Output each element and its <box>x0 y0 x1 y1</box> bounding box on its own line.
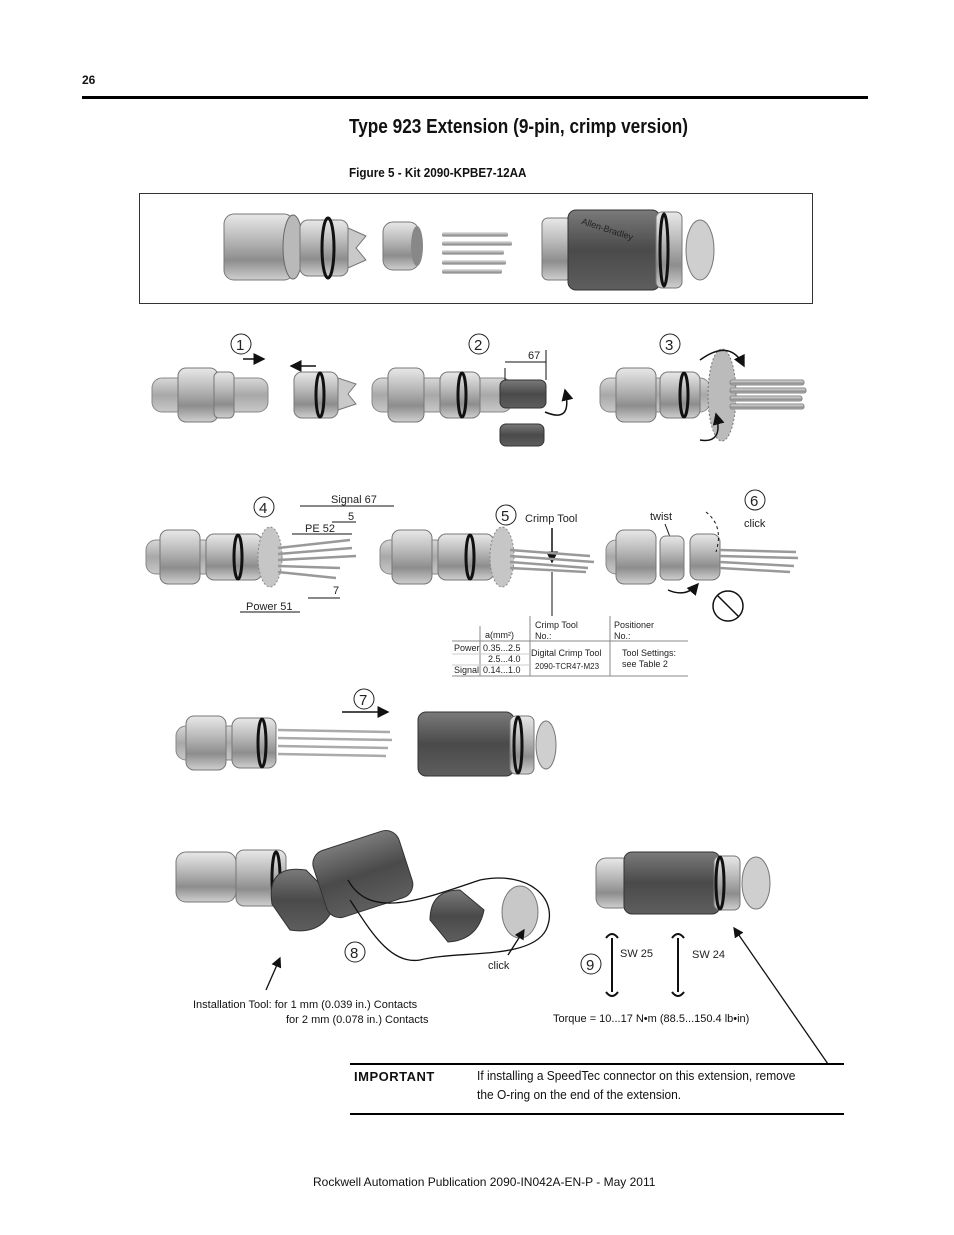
table-row-range: 0.14...1.0 <box>483 665 521 675</box>
wrench-sw24-icon <box>672 934 684 996</box>
crimp-tool-name: Digital Crimp Tool <box>531 648 602 658</box>
strip-length-label: 67 <box>528 350 541 362</box>
click-label-step6: click <box>744 518 766 530</box>
page-number: 26 <box>82 73 96 87</box>
step-8-number: 8 <box>350 945 359 962</box>
power-strip-label: 7 <box>333 585 340 597</box>
tool-settings-line2: see Table 2 <box>622 659 668 669</box>
step-3-number: 3 <box>665 337 674 354</box>
step-8 <box>176 827 549 990</box>
installation-tool-line1: Installation Tool: for 1 mm (0.039 in.) Contacts <box>193 999 418 1011</box>
wrench-sw24-label: SW 24 <box>692 949 726 961</box>
kit-brand-logo: Allen-Bradley <box>580 216 635 243</box>
twist-label: twist <box>650 511 672 523</box>
step-7-number: 7 <box>359 692 368 709</box>
kit-contacts <box>442 232 512 274</box>
step-3 <box>600 334 806 441</box>
table-header-positioner-no: No.: <box>614 631 631 641</box>
step-1-number: 1 <box>236 337 245 354</box>
page-title: Type 923 Extension (9-pin, crimp version) <box>349 116 689 138</box>
important-text: If installing a SpeedTec connector on this extension, remove the O-ring on the end of the extension. <box>477 1068 796 1102</box>
crimp-tool-number: 2090-TCR47-M23 <box>535 662 600 671</box>
installation-tool-note <box>193 998 428 1028</box>
signal-length-label: Signal 67 <box>331 494 377 506</box>
important-label: IMPORTANT <box>354 1069 435 1084</box>
table-row-range: 2.5...4.0 <box>488 654 521 664</box>
step-6-number: 6 <box>750 493 759 510</box>
step-4 <box>146 494 394 613</box>
wrench-sw25-icon <box>606 934 618 996</box>
installation-tool-line2: for 2 mm (0.078 in.) Contacts <box>286 1014 429 1026</box>
step-6 <box>606 490 798 621</box>
step-5 <box>380 505 594 616</box>
figure-caption: Figure 5 - Kit 2090-KPBE7-12AA <box>349 165 527 180</box>
torque-spec: Torque = 10...17 N•m (88.5...150.4 lb•in) <box>553 1013 750 1025</box>
signal-strip-label: 5 <box>348 511 355 523</box>
kit-nut <box>224 214 303 280</box>
table-header-crimp-no: No.: <box>535 631 552 641</box>
table-row-range: 0.35...2.5 <box>483 643 521 653</box>
step-2-number: 2 <box>474 337 483 354</box>
kit-seal <box>383 222 423 270</box>
table-header-area: a(mm²) <box>485 630 514 640</box>
table-header-crimp-tool: Crimp Tool <box>535 620 578 630</box>
pe-length-label: PE 52 <box>305 523 335 535</box>
kit-connector-housing <box>542 210 714 290</box>
step-2 <box>372 334 567 446</box>
table-header-positioner: Positioner <box>614 620 655 630</box>
step-9 <box>581 852 828 1064</box>
table-row-label: Power <box>454 643 480 653</box>
kit-clamp-insert <box>300 218 366 278</box>
table-row-label: Signal <box>454 665 480 675</box>
crimp-tool-label: Crimp Tool <box>525 513 578 525</box>
publication-footer: Rockwell Automation Publication 2090-IN042A-EN-P - May 2011 <box>313 1175 656 1189</box>
step-1 <box>152 334 356 422</box>
step-9-number: 9 <box>586 957 595 974</box>
step-5-number: 5 <box>501 508 510 525</box>
power-length-label: Power 51 <box>246 601 293 613</box>
crimp-table <box>452 616 688 676</box>
click-label-step8: click <box>488 960 510 972</box>
step-7 <box>176 689 556 776</box>
step-4-number: 4 <box>259 500 268 517</box>
tool-settings-line1: Tool Settings: <box>622 648 677 658</box>
wrench-sw25-label: SW 25 <box>620 948 654 960</box>
